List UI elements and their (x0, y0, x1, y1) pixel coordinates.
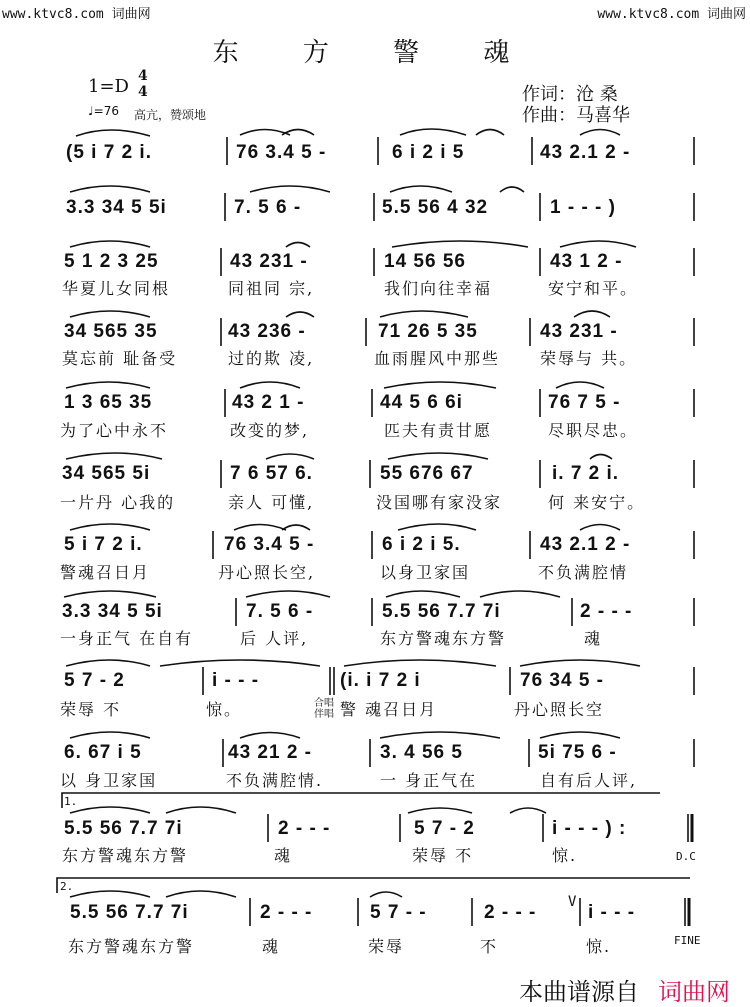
site-watermark-left: www.ktvc8.com 词曲网 (2, 7, 151, 22)
row-5-measure-2: 43 2 1 - (232, 392, 305, 413)
tempo-mark: ♩=76 (88, 104, 119, 118)
row-9-measure-3: (i. i 7 2 i (340, 670, 421, 691)
row-5-lyric-4: 尽职尽忠。 (548, 421, 639, 440)
row-4-lyric-2: 过的欺 凌, (228, 349, 315, 368)
volta-2-label: 2. (60, 880, 74, 893)
row-10-measure-4: 5i 75 6 - (538, 742, 617, 763)
volta-1-measure-4: i - - - ) : (552, 818, 627, 839)
row-10-measure-1: 6. 67 i 5 (64, 742, 142, 763)
row-9-lyric-4: 丹心照长空 (514, 700, 605, 719)
row-3-measure-2: 43 231 - (230, 251, 308, 272)
site-logo: 词曲网 (658, 978, 730, 1006)
row-7-lyric-3: 以身卫家国 (380, 563, 471, 582)
row-5-measure-3: 44 5 6 6i (380, 392, 463, 413)
row-4-lyric-1: 莫忘前 耻备受 (62, 349, 178, 368)
row-10-lyric-2: 不负满腔情. (226, 771, 324, 790)
row-9-measure-1: 5 7 - 2 (64, 670, 125, 691)
row-6-lyric-4: 何 来安宁。 (548, 493, 646, 512)
row-8-measure-2: 7. 5 6 - (246, 601, 314, 622)
row-7-measure-4: 43 2.1 2 - (540, 534, 631, 555)
row-4-lyric-4: 荣辱与 共。 (540, 349, 638, 368)
row-1-measure-3: 6 i 2 i 5 (392, 142, 465, 163)
composer-credit: 作曲：马喜华 (522, 105, 630, 126)
row-6-lyric-3: 没国哪有家没家 (376, 493, 503, 512)
lyricist-credit: 作词：沧 桑 (522, 84, 618, 105)
row-7-measure-2: 76 3.4 5 - (224, 534, 315, 555)
volta-1-measure-1: 5.5 56 7.7 7i (64, 818, 183, 839)
row-3-measure-4: 43 1 2 - (550, 251, 623, 272)
row-9-lyric-2: 惊。 (206, 700, 243, 719)
row-10-measure-3: 3. 4 56 5 (380, 742, 463, 763)
row-5-measure-1: 1 3 65 35 (64, 392, 153, 413)
song-title: 东 方 警 魂 (212, 38, 538, 68)
row-6-measure-2: 7 6 57 6. (230, 463, 313, 484)
row-8-measure-3: 5.5 56 7.7 7i (382, 601, 501, 622)
volta-1-measure-2: 2 - - - (278, 818, 331, 839)
row-3-lyric-1: 华夏儿女同根 (62, 279, 171, 298)
row-3-measure-1: 5 1 2 3 25 (64, 251, 159, 272)
row-1-measure-4: 43 2.1 2 - (540, 142, 631, 163)
row-6-lyric-2: 亲人 可懂, (228, 493, 315, 512)
row-2-measure-1: 3.3 34 5 5i (66, 197, 167, 218)
row-9-measure-4: 76 34 5 - (520, 670, 604, 691)
site-watermark-right: www.ktvc8.com 词曲网 (597, 7, 746, 22)
row-8-lyric-4: 魂 (584, 629, 603, 648)
solo-mark: 伴唱 (314, 709, 334, 720)
volta-2-lyric-3: 荣辱 (368, 937, 405, 956)
row-4-measure-3: 71 26 5 35 (378, 321, 478, 342)
row-6-measure-1: 34 565 5i (62, 463, 151, 484)
row-7-lyric-4: 不负满腔情 (538, 563, 629, 582)
row-5-lyric-1: 为了心中永不 (60, 421, 169, 440)
volta-1-lyric-2: 魂 (274, 846, 293, 865)
row-3-lyric-3: 我们向往幸福 (384, 279, 493, 298)
row-9-lyric-3: 警 魂召日月 (340, 700, 438, 719)
row-6-measure-3: 55 676 67 (380, 463, 474, 484)
volta-2-measure-1: 5.5 56 7.7 7i (70, 902, 189, 923)
row-8-lyric-1: 一身正气 在自有 (60, 629, 194, 648)
row-8-measure-4: 2 - - - (580, 601, 633, 622)
volta-2-lyric-2: 魂 (262, 937, 281, 956)
volta-2-measure-2: 2 - - - (260, 902, 313, 923)
volta-1-lyric-4: 惊. (552, 846, 578, 865)
volta-2-lyric-5: 惊. (586, 937, 612, 956)
row-5-measure-4: 76 7 5 - (548, 392, 621, 413)
row-5-lyric-3: 匹夫有责甘愿 (384, 421, 493, 440)
row-4-lyric-3: 血雨腥风中那些 (374, 349, 501, 368)
row-2-measure-2: 7. 5 6 - (234, 197, 302, 218)
row-9-measure-2: i - - - (212, 670, 260, 691)
volta-1-measure-3: 5 7 - 2 (414, 818, 475, 839)
row-4-measure-2: 43 236 - (228, 321, 306, 342)
volta-2-lyric-4: 不 (480, 937, 499, 956)
row-2-measure-3: 5.5 56 4 32 (382, 197, 489, 218)
key-signature: 1=D (88, 76, 129, 97)
row-4-measure-1: 34 565 35 (64, 321, 158, 342)
volta-2-lyric-1: 东方警魂东方警 (68, 937, 195, 956)
da-capo-mark: D.C (676, 850, 696, 863)
volta-2-measure-5: i - - - (588, 902, 636, 923)
row-6-lyric-1: 一片丹 心我的 (60, 493, 176, 512)
volta-1-lyric-1: 东方警魂东方警 (62, 846, 189, 865)
time-signature-top: 4 (138, 68, 148, 84)
row-7-measure-3: 6 i 2 i 5. (382, 534, 461, 555)
row-5-lyric-2: 改变的梦, (230, 421, 310, 440)
row-3-measure-3: 14 56 56 (384, 251, 466, 272)
breath-mark: V (568, 894, 577, 910)
row-8-lyric-2: 后 人评, (240, 629, 309, 648)
row-6-measure-4: i. 7 2 i. (552, 463, 620, 484)
row-7-measure-1: 5 i 7 2 i. (64, 534, 143, 555)
row-10-measure-2: 43 21 2 - (228, 742, 312, 763)
fine-mark: FINE (674, 934, 701, 947)
row-1-measure-2: 76 3.4 5 - (236, 142, 327, 163)
row-10-lyric-1: 以 身卫家国 (60, 771, 158, 790)
source-note: 本曲谱源自 (519, 978, 639, 1006)
row-8-measure-1: 3.3 34 5 5i (62, 601, 163, 622)
row-8-lyric-3: 东方警魂东方警 (380, 629, 507, 648)
row-3-lyric-4: 安宁和平。 (548, 279, 639, 298)
volta-1-label: 1. (64, 795, 78, 808)
row-7-lyric-2: 丹心照长空, (218, 563, 316, 582)
expression-mark: 高亢，赞颂地 (134, 108, 207, 122)
volta-2-measure-4: 2 - - - (484, 902, 537, 923)
row-2-measure-4: 1 - - - ) (550, 197, 616, 218)
row-7-lyric-1: 警魂召日月 (60, 563, 151, 582)
row-10-lyric-3: 一 身正气在 (380, 771, 478, 790)
row-10-lyric-4: 自有后人评, (540, 771, 638, 790)
row-3-lyric-2: 同祖同 宗, (228, 279, 315, 298)
volta-2-measure-3: 5 7 - - (370, 902, 427, 923)
row-4-measure-4: 43 231 - (540, 321, 618, 342)
time-signature-bottom: 4 (138, 84, 148, 100)
chorus-mark: 合唱 (314, 698, 334, 709)
row-1-measure-1: (5 i 7 2 i. (66, 142, 152, 163)
volta-1-lyric-3: 荣辱 不 (412, 846, 474, 865)
row-9-lyric-1: 荣辱 不 (60, 700, 122, 719)
